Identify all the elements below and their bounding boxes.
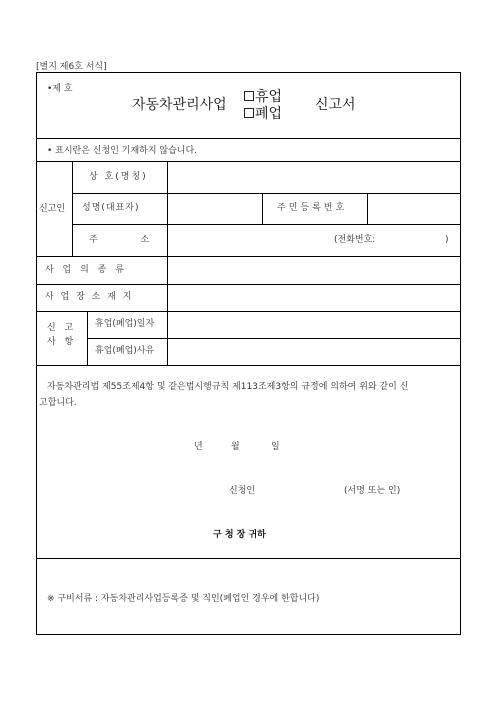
form-frame [36,72,461,635]
report-items-label-2: 사 항 [47,337,77,347]
rule-name-bottom [72,224,460,225]
signature-label: (서명 또는 인) [344,486,401,496]
option-suspend: 휴업 [244,89,282,105]
date-month: 월 [231,442,240,452]
rule-report-label-col [87,311,88,365]
rule-location-bottom [37,311,460,312]
checkbox-suspend [244,91,254,101]
rule-address-bottom [37,256,460,257]
name-label: 성명(대표자) [82,203,140,213]
suspend-reason-label: 휴업(폐업)사유 [95,346,155,356]
rule-report-value-col [167,311,168,365]
report-items-label-1: 신 고 [47,323,77,333]
rule-report-items-bottom [37,365,460,366]
title-suffix: 신고서 [315,97,356,113]
checkbox-close [244,108,254,118]
notice-text: • 표시란은 신청인 기재하지 않습니다. [47,146,198,156]
date-day: 일 [271,442,280,452]
rule-notice-bottom [37,161,460,162]
rule-header-bottom [37,138,460,139]
suspend-date-label: 휴업(폐업)일자 [95,319,155,329]
receipt-no-label: •제 호 [47,84,73,94]
rule-name-value-col [262,193,263,224]
form-label: [별지 제6호 서식] [36,62,107,72]
rule-resident-no-col [367,193,368,224]
phone-close: ) [445,235,449,245]
resident-no-label: 주민등록번호 [277,203,348,213]
rule-business-type-bottom [37,284,460,285]
rule-reporter-label-col [72,161,73,256]
declaration-line-1: 자동차관리법 제55조제4항 및 같은법시행규칙 제113조제3항의 규정에 의하여 위와 같이 신 [47,382,409,392]
reporter-section-label: 신고인 [39,204,66,214]
rule-declaration-bottom [37,558,460,559]
addressee: 구 청 장 귀하 [213,530,266,540]
attachments-note: ※ 구비서류 : 자동차관리사업등록증 및 직인(폐업인 경우에 한합니다) [47,594,320,604]
rule-date-bottom [87,338,460,339]
phone-label: (전화번호: [334,235,376,245]
option-close: 폐업 [244,106,282,122]
business-location-label: 사 업 장 소 재 지 [45,292,134,302]
applicant-label: 신청인 [229,486,256,496]
rule-trade-name-bottom [72,193,460,194]
business-type-label: 사 업 의 종 류 [45,265,127,275]
form-title: 자동차관리사업 [132,97,227,113]
trade-name-label: 상 호(명칭) [89,172,148,182]
address-label: 주 소 [89,235,170,245]
declaration-line-2: 고합니다. [39,398,77,408]
date-year: 년 [194,442,203,452]
